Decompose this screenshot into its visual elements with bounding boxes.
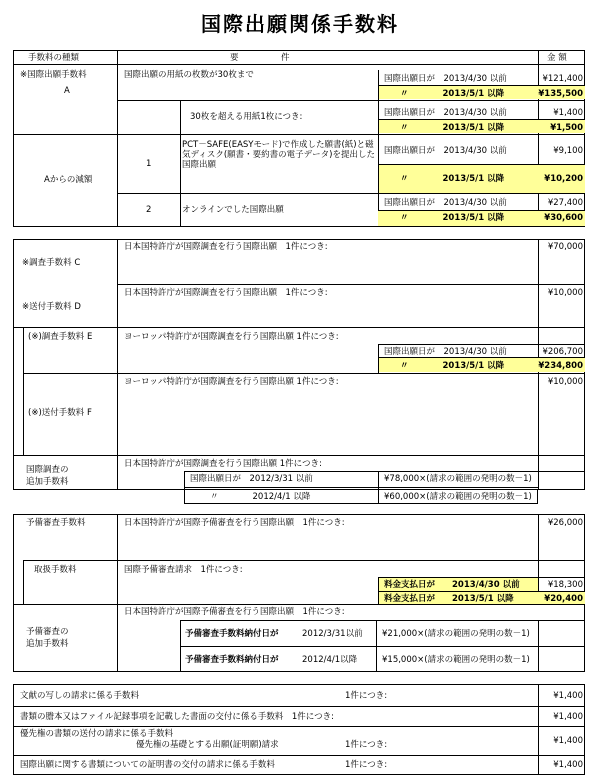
fee-f-requirement: ヨーロッパ特許庁が国際調査を行う国際出願 1件につき:	[124, 377, 339, 387]
reduction-2-date-new: 〃 2013/5/1 以降	[400, 213, 505, 223]
exam-additional-date-old: 2012/3/31以前	[302, 629, 363, 639]
fee-a-label: ※国際出願手数料	[20, 70, 87, 80]
handling-fee-requirement: 国際予備審査請求 1件につき:	[124, 565, 243, 575]
certificate-price: ¥1,400	[553, 760, 583, 770]
exam-additional-date-new: 2012/4/1以降	[302, 655, 358, 665]
handling-price-old: ¥18,300	[547, 580, 583, 590]
fee-e-price-old: ¥206,700	[542, 347, 583, 357]
priority-doc-fee: 優先権の書類の送付の請求に係る手数料	[20, 729, 174, 739]
fee-a-requirement: 国際出願の用紙の枚数が30枚まで	[124, 70, 254, 80]
transcript-price: ¥1,400	[553, 712, 583, 722]
search-additional-label-2: 追加手数料	[26, 477, 69, 487]
fee-d-label: ※送付手数料 D	[22, 302, 81, 312]
certificate-fee: 国際出願に関する書類についての証明書の交付の請求に係る手数料	[20, 760, 275, 770]
per-page-date-old: 国際出願日が 2013/4/30 以前	[384, 108, 507, 118]
header-amount: 金 額	[547, 53, 567, 63]
reduction-item-2-requirement: オンラインでした国際出願	[182, 205, 284, 215]
reduction-1-price-old: ¥9,100	[553, 146, 583, 156]
reduction-2-date-old: 国際出願日が 2013/4/30 以前	[384, 198, 507, 208]
fee-f-price: ¥10,000	[547, 377, 583, 387]
fee-e-date-new: 〃 2013/5/1 以降	[400, 361, 505, 371]
exam-additional-requirement: 日本国特許庁が国際予備審査を行う国際出願 1件につき:	[124, 607, 345, 617]
copy-request-price: ¥1,400	[553, 691, 583, 701]
exam-additional-value-old: ¥21,000×(請求の範囲の発明の数－1)	[382, 629, 530, 639]
fee-e-requirement: ヨーロッパ特許庁が国際調査を行う国際出願 1件につき:	[124, 332, 339, 342]
fee-e-price-new: ¥234,800	[538, 361, 583, 371]
fee-a-letter: A	[64, 86, 70, 96]
per-page-date-new: 〃 2013/5/1 以降	[400, 123, 505, 133]
exam-additional-value-new: ¥15,000×(請求の範囲の発明の数－1)	[382, 655, 530, 665]
per-page-requirement: 30枚を超える用紙1枚につき:	[190, 112, 303, 122]
exam-additional-date-new-label: 予備審査手数料納付日が	[185, 655, 279, 665]
certificate-unit: 1件につき:	[345, 760, 388, 770]
search-additional-date-new: 〃 2012/4/1 以降	[210, 492, 311, 502]
fee-e-date-old: 国際出願日が 2013/4/30 以前	[384, 347, 507, 357]
handling-pay-date-new: 料金支払日が 2013/5/1 以降	[384, 594, 514, 604]
preliminary-fee-label: 予備審査手数料	[26, 518, 86, 528]
reduction-item-2-number: 2	[146, 205, 152, 215]
fee-c-requirement: 日本国特許庁が国際調査を行う国際出願 1件につき:	[124, 242, 328, 252]
per-page-price-new: ¥1,500	[550, 123, 583, 133]
reduction-item-1-number: 1	[146, 159, 152, 169]
header-requirement: 要 件	[230, 53, 290, 63]
reduction-1-date-old: 国際出願日が 2013/4/30 以前	[384, 146, 507, 156]
per-page-price-old: ¥1,400	[553, 108, 583, 118]
search-additional-value-new: ¥60,000×(請求の範囲の発明の数－1)	[384, 492, 532, 502]
fee-a-date-old: 国際出願日が 2013/4/30 以前	[384, 74, 507, 84]
page-title: 国際出願関係手数料	[201, 12, 399, 36]
priority-doc-price: ¥1,400	[553, 736, 583, 746]
fee-d-price: ¥10,000	[547, 288, 583, 298]
fee-a-date-new: 〃 2013/5/1 以降	[400, 89, 505, 99]
reduction-1-price-new: ¥10,200	[544, 174, 583, 184]
copy-request-fee: 文献の写しの請求に係る手数料	[20, 691, 140, 701]
priority-doc-unit: 1件につき:	[345, 740, 388, 750]
header-fee-type: 手数料の種類	[28, 53, 80, 63]
transcript-fee: 書類の謄本又はファイル記録事項を記載した書面の交付に係る手数料 1件につき:	[20, 712, 334, 722]
search-additional-value-old: ¥78,000×(請求の範囲の発明の数－1)	[384, 474, 532, 484]
reduction-label: Aからの減額	[44, 175, 93, 185]
exam-additional-date-old-label: 予備審査手数料納付日が	[185, 629, 279, 639]
fee-c-price: ¥70,000	[547, 242, 583, 252]
fee-a-price-new: ¥135,500	[538, 89, 583, 99]
reduction-1-date-new: 〃 2013/5/1 以降	[400, 174, 505, 184]
handling-pay-date-old: 料金支払日が 2013/4/30 以前	[384, 580, 520, 590]
search-additional-label-1: 国際調査の	[26, 465, 69, 475]
reduction-item-1-requirement: PCT－SAFE(EASYモード)で作成した願書(紙)と磁気ディスク(願書・要約書の電子データ)を提出した国際出願	[182, 140, 375, 170]
search-additional-date-old: 国際出願日が 2012/3/31 以前	[190, 474, 313, 484]
handling-price-new: ¥20,400	[544, 594, 583, 604]
fee-d-requirement: 日本国特許庁が国際調査を行う国際出願 1件につき:	[124, 288, 328, 298]
fee-f-label: (※)送付手数料 F	[28, 408, 92, 418]
preliminary-fee-price: ¥26,000	[547, 518, 583, 528]
fee-a-price-old: ¥121,400	[542, 74, 583, 84]
reduction-2-price-old: ¥27,400	[547, 198, 583, 208]
exam-additional-label-2: 追加手数料	[26, 639, 69, 649]
preliminary-fee-requirement: 日本国特許庁が国際予備審査を行う国際出願 1件につき:	[124, 518, 345, 528]
search-additional-requirement: 日本国特許庁が国際調査を行う国際出願 1件につき:	[124, 459, 322, 469]
handling-fee-label: 取扱手数料	[34, 565, 77, 575]
fee-e-label: (※)調査手数料 E	[28, 332, 93, 342]
exam-additional-label-1: 予備審査の	[26, 627, 69, 637]
reduction-2-price-new: ¥30,600	[544, 213, 583, 223]
copy-request-unit: 1件につき:	[345, 691, 388, 701]
fee-c-label: ※調査手数料 C	[22, 258, 81, 268]
priority-doc-basis: 優先権の基礎とする出願(証明願)請求	[136, 740, 279, 750]
